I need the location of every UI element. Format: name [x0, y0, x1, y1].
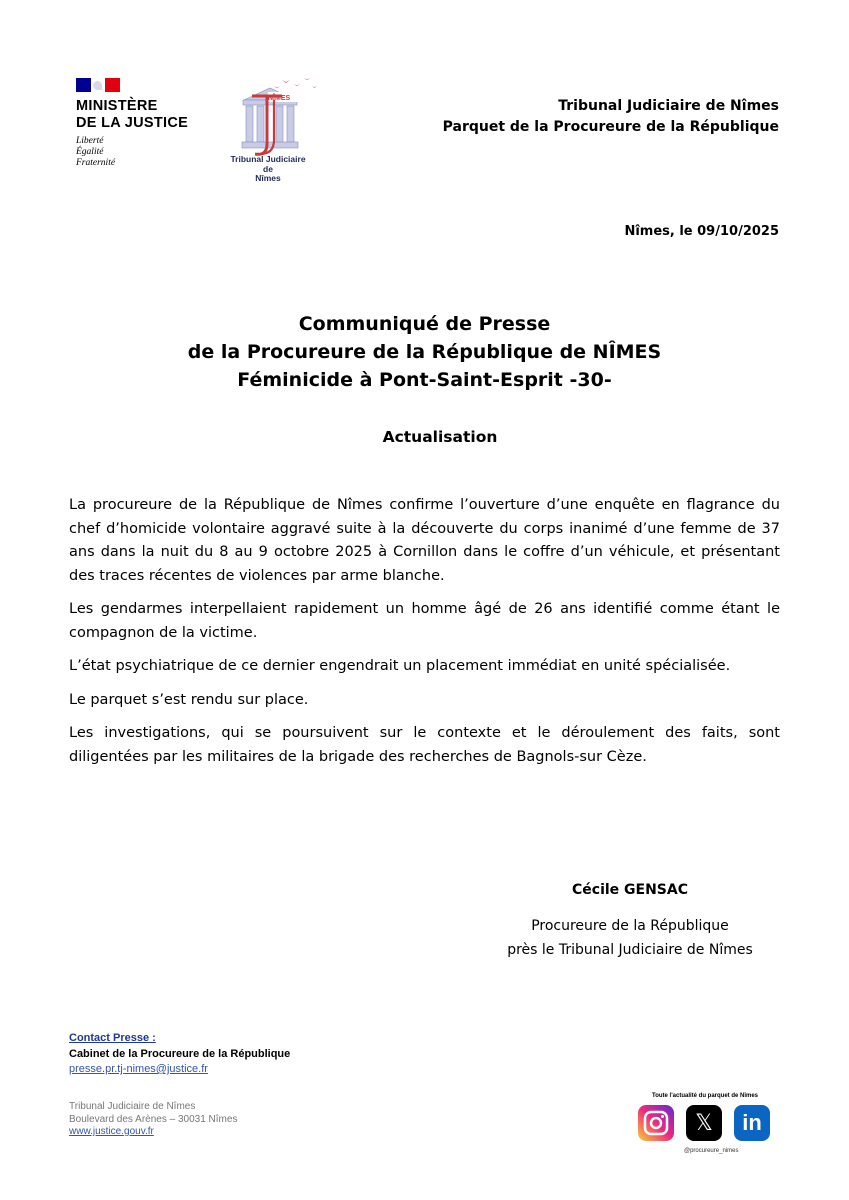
ministere-logo	[76, 78, 206, 169]
footer-line1: Tribunal Judiciaire de Nîmes	[69, 1101, 196, 1112]
page-subtitle: Actualisation	[382, 428, 498, 446]
contact-email-link[interactable]: presse.pr.tj-nimes@justice.fr	[69, 1063, 208, 1075]
devise	[76, 136, 206, 169]
linkedin-icon[interactable]: in	[734, 1105, 770, 1141]
signatory-role-line2: près le Tribunal Judiciaire de Nîmes	[507, 942, 753, 958]
ministere-name	[76, 98, 206, 132]
signatory-name: Cécile GENSAC	[572, 882, 688, 898]
title-line2: de la Procureure de la République de NÎMES	[187, 341, 662, 363]
tribunal-logo-line1: Tribunal Judiciaire	[230, 154, 306, 164]
social-links	[638, 1105, 770, 1141]
title-line1: Communiqué de Presse	[298, 313, 551, 335]
ministere-name-line1: MINISTÈRE	[76, 98, 158, 114]
tribunal-logo-badge: NÎMES	[268, 95, 291, 102]
tribunal-logo-line3: Nîmes	[255, 173, 281, 183]
footer-address	[69, 1101, 237, 1139]
document-date: Nîmes, le 09/10/2025	[624, 224, 779, 239]
devise-fraternite: Fraternité	[76, 158, 116, 168]
contact-title: Contact Presse :	[69, 1032, 156, 1044]
header-parquet: Parquet de la Procureure de la République	[442, 119, 779, 135]
tribunal-logo-line2: de	[263, 163, 273, 174]
footer-line2: Boulevard des Arènes – 30031 Nîmes	[69, 1113, 238, 1125]
footer-website-link[interactable]: www.justice.gouv.fr	[69, 1126, 154, 1137]
press-body	[69, 494, 780, 779]
social-handle: @procureure_nimes	[684, 1148, 739, 1154]
header-tribunal: Tribunal Judiciaire de Nîmes	[558, 98, 779, 114]
header-issuer	[443, 96, 779, 138]
body-paragraph-3: L’état psychiatrique de ce dernier engendrait un placement immédiat en unité spécialisée.	[69, 658, 731, 674]
devise-liberte: Liberté	[76, 136, 104, 146]
french-flag-icon	[76, 78, 120, 92]
title-line3: Féminicide à Pont-Saint-Esprit -30-	[237, 369, 612, 391]
x-icon[interactable]: 𝕏	[686, 1105, 722, 1141]
body-paragraph-5: Les investigations, qui se poursuivent sur le contexte et le déroulement des faits, sont diligentées par les militaires de la brigade des recherches de Bagnols-sur Cèze.	[69, 725, 780, 765]
signatory-role-line1: Procureure de la République	[531, 918, 729, 934]
page-title	[0, 310, 849, 394]
body-paragraph-2: Les gendarmes interpellaient rapidement un homme âgé de 26 ans identifié comme étant le compagnon de la victime.	[69, 601, 780, 641]
instagram-icon[interactable]	[638, 1105, 674, 1141]
ministere-name-line2: DE LA JUSTICE	[76, 115, 189, 131]
tribunal-logo-caption	[216, 155, 320, 184]
contact-cabinet: Cabinet de la Procureure de la République	[69, 1047, 291, 1060]
body-paragraph-4: Le parquet s’est rendu sur place.	[69, 691, 309, 708]
social-title: Toute l'actualité du parquet de Nîmes	[652, 1093, 758, 1099]
signatory-role	[480, 914, 780, 962]
devise-egalite: Égalité	[76, 147, 104, 157]
body-paragraph-1: La procureure de la République de Nîmes confirme l’ouverture d’une enquête en flagrance du chef d’homicide volontaire aggravé suite à la découverte du corps inanimé d’une femme de 37 ans dans la nuit du 8 au 9 octobre 2025 à Cornillon dans le coffre d’un véhicule, et présentant des traces récentes de violences par arme blanche.	[69, 497, 780, 584]
press-contact	[69, 1031, 290, 1078]
